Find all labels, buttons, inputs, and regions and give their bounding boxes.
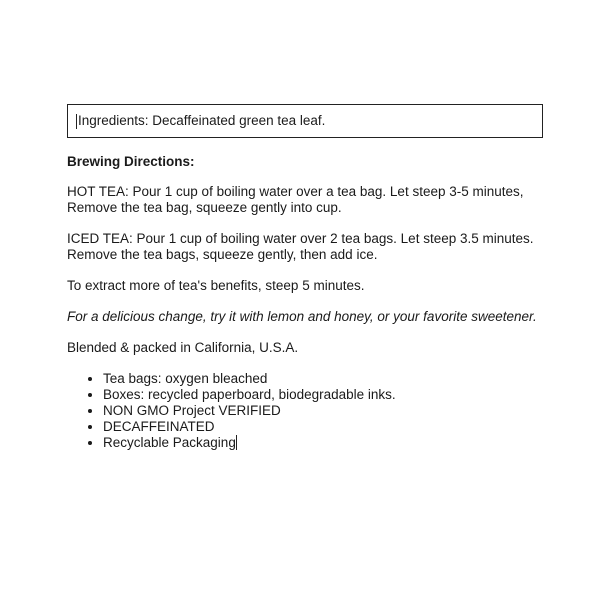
text-cursor <box>236 435 237 450</box>
origin-paragraph: Blended & packed in California, U.S.A. <box>67 340 299 355</box>
ingredients-text: Ingredients: Decaffeinated green tea leaf. <box>78 113 326 128</box>
list-item: • Boxes: recycled paperboard, biodegradable inks. <box>103 387 543 403</box>
list-item: • NON GMO Project VERIFIED <box>103 403 543 419</box>
brewing-directions-heading: Brewing Directions: <box>67 154 195 169</box>
feature-list <box>67 371 543 451</box>
list-item: • DECAFFEINATED <box>103 419 543 435</box>
hot-tea-paragraph: HOT TEA: Pour 1 cup of boiling water over a tea bag. Let steep 3-5 minutes, Remove the tea bag, squeeze gently into cup. <box>67 184 524 215</box>
list-item: • Tea bags: oxygen bleached <box>103 371 543 387</box>
list-item <box>103 435 543 451</box>
text-cursor <box>76 114 77 129</box>
product-description <box>67 104 543 451</box>
list-item-label: Recyclable Packaging <box>103 435 236 450</box>
iced-tea-paragraph: ICED TEA: Pour 1 cup of boiling water over 2 tea bags. Let steep 3.5 minutes. Remove the tea bags, squeeze gently, then add ice. <box>67 231 534 262</box>
suggestion-paragraph: For a delicious change, try it with lemon and honey, or your favorite sweetener. <box>67 309 537 324</box>
ingredients-field[interactable] <box>67 104 543 138</box>
extract-paragraph: To extract more of tea's benefits, steep 5 minutes. <box>67 278 365 293</box>
